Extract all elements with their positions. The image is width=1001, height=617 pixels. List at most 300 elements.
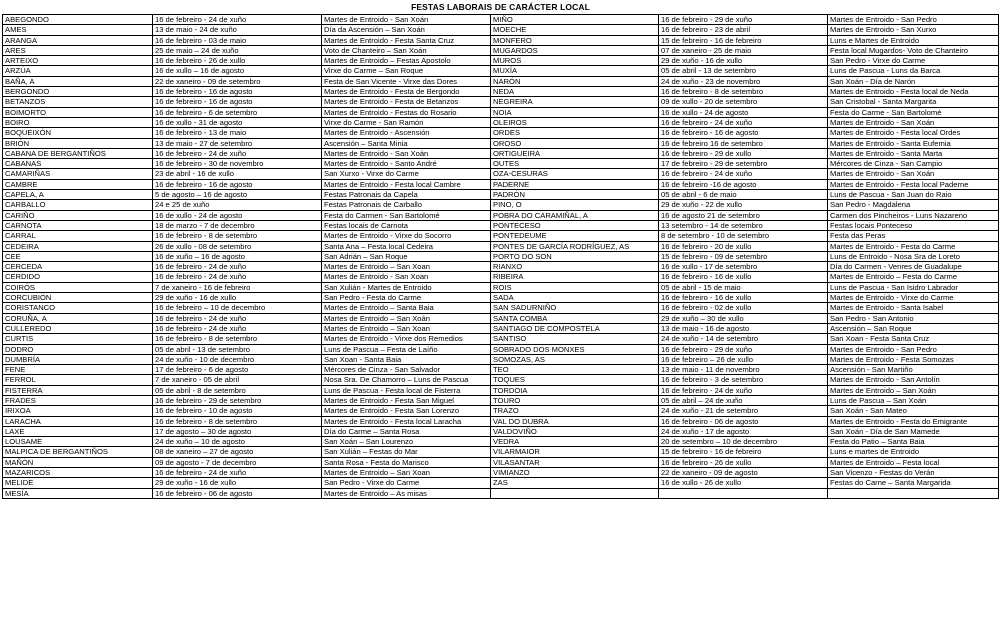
dates-cell: 09 de xullo - 20 de setembro: [659, 97, 828, 107]
festivities-cell: Mércores de Cinza - San Campio: [828, 159, 999, 169]
festivities-cell: Martes de Entroido - San Pedro: [828, 344, 999, 354]
festivities-cell: San Vicenzo - Festas do Verán: [828, 468, 999, 478]
festivities-cell: Luns e martes de Entroido: [828, 447, 999, 457]
festivities-cell: Martes de Entroido - Santa Isabel: [828, 303, 999, 313]
municipality-cell: PADERNE: [491, 179, 659, 189]
table-row: [3, 313, 999, 323]
dates-cell: 29 de xuño - 16 de xullo: [153, 478, 322, 488]
table-row: [3, 344, 999, 354]
dates-cell: 16 de febreiro - 06 de agosto: [153, 488, 322, 498]
festivities-cell: Martes de Entroido - Festa local de Neda: [828, 87, 999, 97]
municipality-cell: CABANAS: [3, 159, 153, 169]
municipality-cell: MAÑÓN: [3, 457, 153, 467]
festivities-cell: Ascensión – San Roque: [828, 323, 999, 333]
festivities-cell: Martes de Entroido - San Pedro: [828, 15, 999, 25]
festivities-cell: Festas locais de Carnota: [322, 220, 491, 230]
dates-cell: 24 de xuño - 14 de setembro: [659, 334, 828, 344]
municipality-cell: CARRAL: [3, 231, 153, 241]
dates-cell: 17 de febreiro - 6 de agosto: [153, 365, 322, 375]
festivities-cell: Martes de Entroido - Ascensión: [322, 128, 491, 138]
festivities-cell: Luns de Pascua - San Isidro Labrador: [828, 282, 999, 292]
table-row: [3, 488, 999, 498]
dates-cell: 07 de xaneiro - 25 de maio: [659, 45, 828, 55]
dates-cell: 09 de agosto - 7 de decembro: [153, 457, 322, 467]
festivities-cell: Martes de Entroido - Festa local Ordes: [828, 128, 999, 138]
municipality-cell: ORTIGUEIRA: [491, 148, 659, 158]
table-row: [3, 66, 999, 76]
dates-cell: 25 de maio – 24 de xuño: [153, 45, 322, 55]
festivities-cell: San Pedro - Festa do Carme: [322, 293, 491, 303]
dates-cell: 13 de maio - 24 de xuño: [153, 25, 322, 35]
municipality-cell: BERGONDO: [3, 87, 153, 97]
municipality-cell: ROIS: [491, 282, 659, 292]
holidays-table: [2, 14, 999, 499]
municipality-cell: OLEIROS: [491, 117, 659, 127]
dates-cell: 24 de xuño - 23 de novembro: [659, 76, 828, 86]
dates-cell: 05 de abril - 6 de maio: [659, 190, 828, 200]
table-row: [3, 35, 999, 45]
festivities-cell: Santa Rosa - Festa do Marisco: [322, 457, 491, 467]
table-row: [3, 220, 999, 230]
dates-cell: 16 de febreiro - 24 de xuño: [659, 385, 828, 395]
festivities-cell: Festa do Carmen - San Bartolomé: [322, 210, 491, 220]
dates-cell: 16 de febreiro - 8 de setembro: [153, 416, 322, 426]
dates-cell: 15 de febreiro - 09 de setembro: [659, 251, 828, 261]
dates-cell: 15 de febreiro - 16 de febreiro: [659, 447, 828, 457]
festivities-cell: Martes de Entroido - San Xurxo: [828, 25, 999, 35]
municipality-cell: PINO, O: [491, 200, 659, 210]
festivities-cell: San Xoán – San Lourenzo: [322, 437, 491, 447]
festivities-cell: Martes de Entroido – San Xoan: [322, 468, 491, 478]
festivities-cell: Luns de Pascua - San Juan do Raio: [828, 190, 999, 200]
municipality-cell: OZA-CESURAS: [491, 169, 659, 179]
festivities-cell: Luns de Entroido - Nosa Sra de Loreto: [828, 251, 999, 261]
municipality-cell: BRIÓN: [3, 138, 153, 148]
municipality-cell: VALDOVIÑO: [491, 426, 659, 436]
festivities-cell: Martes de Entroido - Festa de Betanzos: [322, 97, 491, 107]
municipality-cell: MESÍA: [3, 488, 153, 498]
dates-cell: 23 de abril - 16 de xullo: [153, 169, 322, 179]
dates-cell: 16 de febreiro - 8 de setembro: [153, 231, 322, 241]
festivities-cell: Virxe do Carme – San Roque: [322, 66, 491, 76]
festivities-cell: San Cristobal - Santa Margarita: [828, 97, 999, 107]
dates-cell: 5 de agosto – 16 de agosto: [153, 190, 322, 200]
dates-cell: 16 de febreiro - 24 de xuño: [659, 117, 828, 127]
dates-cell: 16 de xullo - 31 de agosto: [153, 117, 322, 127]
table-row: [3, 148, 999, 158]
festivities-cell: Día do Carme – Santa Rosa: [322, 426, 491, 436]
festivities-cell: Martes de Entroido – Festas Apostolo: [322, 56, 491, 66]
table-row: [3, 262, 999, 272]
holidays-table-body: [3, 15, 999, 499]
dates-cell: 16 de febreiro - 24 de xuño: [659, 169, 828, 179]
municipality-cell: BOIRO: [3, 117, 153, 127]
dates-cell: [659, 488, 828, 498]
dates-cell: 16 de febreiro - 24 de xuño: [153, 313, 322, 323]
municipality-cell: RIBEIRA: [491, 272, 659, 282]
dates-cell: 16 de febreiro - 24 de xuño: [153, 15, 322, 25]
festivities-cell: Festa das Peras: [828, 231, 999, 241]
table-row: [3, 447, 999, 457]
festivities-cell: Festa local Mugardos- Voto de Chanteiro: [828, 45, 999, 55]
dates-cell: 05 de abril - 15 de maio: [659, 282, 828, 292]
festivities-cell: Martes de Entroido - San Xoan: [322, 272, 491, 282]
municipality-cell: NEDA: [491, 87, 659, 97]
table-row: [3, 87, 999, 97]
page-title: FESTAS LABORAIS DE CARÁCTER LOCAL: [411, 2, 590, 12]
table-row: [3, 200, 999, 210]
festivities-cell: Festas do Carne – Santa Margarida: [828, 478, 999, 488]
festivities-cell: Martes de Entroido - Festa San Lorenzo: [322, 406, 491, 416]
table-row: [3, 169, 999, 179]
table-row: [3, 426, 999, 436]
festivities-cell: Luns de Pascua - Luns da Barca: [828, 66, 999, 76]
festivities-cell: San Pedro - Virxe do Carme: [322, 478, 491, 488]
table-row: [3, 437, 999, 447]
municipality-cell: CAMARIÑAS: [3, 169, 153, 179]
dates-cell: 17 de agosto – 30 de agosto: [153, 426, 322, 436]
table-row: [3, 468, 999, 478]
festivities-cell: San Xulián - Martes de Entroido: [322, 282, 491, 292]
municipality-cell: FERROL: [3, 375, 153, 385]
festivities-cell: Festas Patronais da Capela: [322, 190, 491, 200]
table-row: [3, 159, 999, 169]
dates-cell: 16 de febreiro - 6 de setembro: [153, 107, 322, 117]
municipality-cell: MIÑO: [491, 15, 659, 25]
table-row: [3, 231, 999, 241]
table-row: [3, 190, 999, 200]
table-row: [3, 272, 999, 282]
municipality-cell: TOURO: [491, 395, 659, 405]
dates-cell: 16 de febreiro - 16 de agosto: [153, 97, 322, 107]
table-row: [3, 385, 999, 395]
festivities-cell: Luns e Martes de Entroido: [828, 35, 999, 45]
dates-cell: 16 de febreiro - 06 de agosto: [659, 416, 828, 426]
municipality-cell: RIANXO: [491, 262, 659, 272]
dates-cell: 16 de febreiro - 23 de abril: [659, 25, 828, 35]
table-row: [3, 210, 999, 220]
festivities-cell: Nosa Sra. De Chamorro – Luns de Pascua: [322, 375, 491, 385]
dates-cell: 16 de febreiro - 16 de agosto: [153, 179, 322, 189]
municipality-cell: MAZARICOS: [3, 468, 153, 478]
dates-cell: 16 de febreiro - 24 de xuño: [153, 468, 322, 478]
festivities-cell: Día da Ascensión – San Xoán: [322, 25, 491, 35]
municipality-cell: BOQUEIXÓN: [3, 128, 153, 138]
dates-cell: 29 de xuño - 22 de xullo: [659, 200, 828, 210]
municipality-cell: BOIMORTO: [3, 107, 153, 117]
table-row: [3, 334, 999, 344]
dates-cell: 16 de febreiro - 16 de xullo: [659, 272, 828, 282]
festivities-cell: San Xurxo - Virxe do Carme: [322, 169, 491, 179]
municipality-cell: CABANA DE BERGANTIÑOS: [3, 148, 153, 158]
dates-cell: 16 de xullo – 16 de agosto: [153, 66, 322, 76]
dates-cell: 22 de xaneiro - 09 de setembro: [153, 76, 322, 86]
dates-cell: 24 de xuño - 17 de agosto: [659, 426, 828, 436]
festivities-cell: Luns de Pascua – Festa de Laíño: [322, 344, 491, 354]
municipality-cell: SANTA COMBA: [491, 313, 659, 323]
festivities-cell: Martes de Entroido - San Antolín: [828, 375, 999, 385]
municipality-cell: NARÓN: [491, 76, 659, 86]
table-row: [3, 282, 999, 292]
dates-cell: 16 de febreiro - 24 de xuño: [153, 262, 322, 272]
table-row: [3, 76, 999, 86]
dates-cell: 16 de febreiro - 16 de agosto: [153, 87, 322, 97]
dates-cell: 16 de febreiro - 26 de xullo: [659, 457, 828, 467]
festivities-cell: Martes de Entroido - San Xoán: [828, 117, 999, 127]
municipality-cell: CEDEIRA: [3, 241, 153, 251]
festivities-cell: Mércores de Cinza - San Salvador: [322, 365, 491, 375]
municipality-cell: TORDOIA: [491, 385, 659, 395]
dates-cell: 16 de febreiro - 13 de maio: [153, 128, 322, 138]
dates-cell: 16 de febreiro - 29 de setembro: [153, 395, 322, 405]
dates-cell: 16 de febreiro - 24 de xuño: [153, 272, 322, 282]
festivities-cell: San Xulián – Festas do Mar: [322, 447, 491, 457]
festivities-cell: Voto de Chanteiro – San Xoán: [322, 45, 491, 55]
festivities-cell: Martes de Entroido – San Xoán: [322, 313, 491, 323]
dates-cell: 20 de setembro – 10 de decembro: [659, 437, 828, 447]
municipality-cell: MUROS: [491, 56, 659, 66]
dates-cell: 08 de xaneiro – 27 de agosto: [153, 447, 322, 457]
dates-cell: 16 de xuño – 16 de agosto: [153, 251, 322, 261]
festivities-cell: Martes de Entroido - San Xoán: [322, 15, 491, 25]
municipality-cell: CORUÑA, A: [3, 313, 153, 323]
dates-cell: 16 de febreiro - 26 de xullo: [153, 56, 322, 66]
municipality-cell: POBRA DO CARAMIÑAL, A: [491, 210, 659, 220]
dates-cell: 16 de febreiro - 24 de xuño: [153, 148, 322, 158]
festivities-cell: Festas locais Ponteceso: [828, 220, 999, 230]
dates-cell: 24 de xuño – 10 de agosto: [153, 437, 322, 447]
dates-cell: 17 de febreiro - 29 de setembro: [659, 159, 828, 169]
dates-cell: 16 de xullo - 26 de xullo: [659, 478, 828, 488]
festivities-cell: Ascensión - San Martiño: [828, 365, 999, 375]
festivities-cell: Festas Patronais de Carballo: [322, 200, 491, 210]
dates-cell: 16 de febreiro 16 de setembro: [659, 138, 828, 148]
festivities-cell: San Xoán - San Mateo: [828, 406, 999, 416]
festivities-cell: Ascensión – Santa Minia: [322, 138, 491, 148]
table-row: [3, 395, 999, 405]
dates-cell: 29 de xuño - 16 de xullo: [153, 293, 322, 303]
municipality-cell: CAMBRE: [3, 179, 153, 189]
festivities-cell: Martes de Entroido - Virxe do Socorro: [322, 231, 491, 241]
dates-cell: 16 de febreiro - 29 de xuño: [659, 344, 828, 354]
festivities-cell: Martes de Entroido - Festa de Bergondo: [322, 87, 491, 97]
municipality-cell: ARANGA: [3, 35, 153, 45]
festivities-cell: Martes de Entroido – San Xoan: [322, 323, 491, 333]
municipality-cell: ZAS: [491, 478, 659, 488]
dates-cell: 13 setembro - 14 de setembro: [659, 220, 828, 230]
municipality-cell: [491, 488, 659, 498]
dates-cell: 24 de xuño - 21 de setembro: [659, 406, 828, 416]
municipality-cell: AMES: [3, 25, 153, 35]
table-row: [3, 45, 999, 55]
festivities-cell: San Xoán - Día de San Mamede: [828, 426, 999, 436]
municipality-cell: MELIDE: [3, 478, 153, 488]
festivities-cell: Martes de Entroido - San Xoán: [828, 169, 999, 179]
festivities-cell: Festa do Carme - San Bartolomé: [828, 107, 999, 117]
municipality-cell: CULLEREDO: [3, 323, 153, 333]
municipality-cell: OROSO: [491, 138, 659, 148]
dates-cell: 13 de maio - 16 de agosto: [659, 323, 828, 333]
table-row: [3, 97, 999, 107]
festivities-cell: Martes de Entroido – Festa local: [828, 457, 999, 467]
municipality-cell: CORCUBIÓN: [3, 293, 153, 303]
festivities-cell: Martes de Entroido - Santo André: [322, 159, 491, 169]
festivities-cell: San Pedro - San Antonio: [828, 313, 999, 323]
table-row: [3, 241, 999, 251]
dates-cell: 16 de febreiro - 8 de setembro: [153, 334, 322, 344]
municipality-cell: CORISTANCO: [3, 303, 153, 313]
table-row: [3, 179, 999, 189]
festivities-cell: San Pedro - Virxe do Carme: [828, 56, 999, 66]
municipality-cell: SANTIAGO DE COMPOSTELA: [491, 323, 659, 333]
municipality-cell: CURTIS: [3, 334, 153, 344]
dates-cell: 16 de febreiro – 26 de xullo: [659, 354, 828, 364]
festivities-cell: San Adrián – San Roque: [322, 251, 491, 261]
municipality-cell: CARIÑO: [3, 210, 153, 220]
festivities-cell: Martes de Entroido - Festa local Laracha: [322, 416, 491, 426]
festivities-cell: Martes de Entroido - San Xoán: [322, 148, 491, 158]
municipality-cell: CARBALLO: [3, 200, 153, 210]
municipality-cell: CERDIDO: [3, 272, 153, 282]
dates-cell: 16 de xullo - 17 de setembro: [659, 262, 828, 272]
municipality-cell: VILARMAIOR: [491, 447, 659, 457]
municipality-cell: PONTES DE GARCÍA RODRÍGUEZ, AS: [491, 241, 659, 251]
municipality-cell: TEO: [491, 365, 659, 375]
municipality-cell: FISTERRA: [3, 385, 153, 395]
festivities-cell: Día do Carmen - Venres de Guadalupe: [828, 262, 999, 272]
table-row: [3, 25, 999, 35]
dates-cell: 13 de maio - 11 de novembro: [659, 365, 828, 375]
table-row: [3, 375, 999, 385]
municipality-cell: CERCEDA: [3, 262, 153, 272]
dates-cell: 16 de febreiro - 8 de setembro: [659, 87, 828, 97]
dates-cell: 18 de marzo - 7 de decembro: [153, 220, 322, 230]
dates-cell: 15 de febreiro - 16 de febreiro: [659, 35, 828, 45]
dates-cell: 16 de xullo - 24 de agosto: [153, 210, 322, 220]
dates-cell: 16 de febreiro - 20 de xullo: [659, 241, 828, 251]
municipality-cell: DODRO: [3, 344, 153, 354]
dates-cell: 16 de xullo - 24 de agosto: [659, 107, 828, 117]
dates-cell: 16 de febreiro - 29 de xullo: [659, 148, 828, 158]
municipality-cell: VILASANTAR: [491, 457, 659, 467]
festivities-cell: San Xoan - Santa Baia: [322, 354, 491, 364]
festivities-cell: Martes de Entroido - Festa Somozas: [828, 354, 999, 364]
table-row: [3, 478, 999, 488]
municipality-cell: COIRÓS: [3, 282, 153, 292]
dates-cell: 05 de abril – 24 de xuño: [659, 395, 828, 405]
dates-cell: 24 e 25 de xuño: [153, 200, 322, 210]
municipality-cell: TRAZO: [491, 406, 659, 416]
municipality-cell: SOBRADO DOS MONXES: [491, 344, 659, 354]
municipality-cell: ORDES: [491, 128, 659, 138]
table-row: [3, 117, 999, 127]
dates-cell: 16 de agosto 21 de setembro: [659, 210, 828, 220]
festivities-cell: Martes de Entroido – As misas: [322, 488, 491, 498]
festivities-cell: Virxe do Carme - San Ramón: [322, 117, 491, 127]
dates-cell: 26 de xullo - 08 de setembro: [153, 241, 322, 251]
table-row: [3, 457, 999, 467]
festivities-cell: [828, 488, 999, 498]
dates-cell: 16 de febreiro -16 de agosto: [659, 179, 828, 189]
festivities-cell: Festa do Patio – Santa Baia: [828, 437, 999, 447]
municipality-cell: CEE: [3, 251, 153, 261]
festivities-cell: Martes de Entroido - Virxe do Carme: [828, 293, 999, 303]
festivities-cell: Martes de Entroido - Festa do Carme: [828, 241, 999, 251]
table-row: [3, 56, 999, 66]
municipality-cell: FENE: [3, 365, 153, 375]
festivities-cell: Luns de Pascua - Festa local de Fisterra: [322, 385, 491, 395]
dates-cell: 05 de abril - 13 de setembro: [659, 66, 828, 76]
dates-cell: 16 de febreiro – 10 de decembro: [153, 303, 322, 313]
municipality-cell: CARNOTA: [3, 220, 153, 230]
dates-cell: 16 de febreiro - 02 de xullo: [659, 303, 828, 313]
municipality-cell: SOMOZAS, AS: [491, 354, 659, 364]
municipality-cell: MALPICA DE BERGANTIÑOS: [3, 447, 153, 457]
festivities-cell: Martes de Entroido - Festas do Rosario: [322, 107, 491, 117]
dates-cell: 16 de febreiro - 24 de xuño: [153, 323, 322, 333]
table-row: [3, 323, 999, 333]
table-row: [3, 365, 999, 375]
municipality-cell: SANTISO: [491, 334, 659, 344]
festivities-cell: Carmen dos Pincheiros - Luns Nazareno: [828, 210, 999, 220]
dates-cell: 16 de febreiro - 29 de xuño: [659, 15, 828, 25]
dates-cell: 05 de abril - 8 de setembro: [153, 385, 322, 395]
municipality-cell: DUMBRÍA: [3, 354, 153, 364]
dates-cell: 7 de xaneiro - 16 de febreiro: [153, 282, 322, 292]
municipality-cell: FRADES: [3, 395, 153, 405]
municipality-cell: NEGREIRA: [491, 97, 659, 107]
dates-cell: 16 de febreiro - 30 de novembro: [153, 159, 322, 169]
table-row: [3, 293, 999, 303]
municipality-cell: MUGARDOS: [491, 45, 659, 55]
municipality-cell: ARES: [3, 45, 153, 55]
municipality-cell: IRIXOA: [3, 406, 153, 416]
municipality-cell: ARTEIXO: [3, 56, 153, 66]
municipality-cell: BAÑA, A: [3, 76, 153, 86]
municipality-cell: SADA: [491, 293, 659, 303]
municipality-cell: PONTECESO: [491, 220, 659, 230]
municipality-cell: CAPELA, A: [3, 190, 153, 200]
municipality-cell: LARACHA: [3, 416, 153, 426]
municipality-cell: PADRÓN: [491, 190, 659, 200]
festivities-cell: Martes de Entroido - Festa Santa Cruz: [322, 35, 491, 45]
festivities-cell: Martes de Entroido - Festa local Paderne: [828, 179, 999, 189]
municipality-cell: PORTO DO SON: [491, 251, 659, 261]
municipality-cell: MONFERO: [491, 35, 659, 45]
municipality-cell: ABEGONDO: [3, 15, 153, 25]
festivities-cell: Martes de Entroido - Santa Eufemia: [828, 138, 999, 148]
dates-cell: 16 de febreiro - 03 de maio: [153, 35, 322, 45]
municipality-cell: SAN SADURNIÑO: [491, 303, 659, 313]
dates-cell: 16 de febreiro - 16 de agosto: [659, 128, 828, 138]
table-row: [3, 138, 999, 148]
dates-cell: 16 de febreiro - 16 de xullo: [659, 293, 828, 303]
municipality-cell: MOECHE: [491, 25, 659, 35]
table-row: [3, 416, 999, 426]
municipality-cell: VIMIANZO: [491, 468, 659, 478]
festivities-cell: Festa de San Vicente - Virxe das Dores: [322, 76, 491, 86]
dates-cell: 22 de xaneiro - 09 de agosto: [659, 468, 828, 478]
table-row: [3, 303, 999, 313]
festivities-cell: Martes de Entroido - Festa do Emigrante: [828, 416, 999, 426]
dates-cell: 16 de febreiro - 3 de setembro: [659, 375, 828, 385]
dates-cell: 7 de xaneiro - 05 de abril: [153, 375, 322, 385]
festivities-cell: Martes de Entroido – Festa do Carme: [828, 272, 999, 282]
table-row: [3, 354, 999, 364]
municipality-cell: VAL DO DUBRA: [491, 416, 659, 426]
festivities-cell: Martes de Entroido – San Xoán: [828, 385, 999, 395]
municipality-cell: LOUSAME: [3, 437, 153, 447]
